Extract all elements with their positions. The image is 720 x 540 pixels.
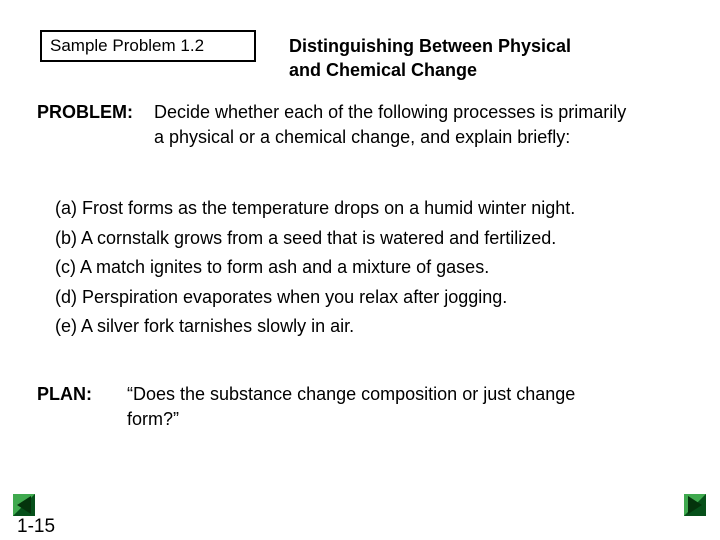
right-arrow-icon (684, 494, 706, 516)
heading-line-1: Distinguishing Between Physical (289, 36, 572, 56)
process-item-e: (e) A silver fork tarnishes slowly in air. (55, 316, 355, 337)
plan-line-1: “Does the substance change composition or just change (127, 384, 576, 404)
process-item-d: (d) Perspiration evaporates when you relax after jogging. (55, 286, 508, 307)
heading-line-2: and Chemical Change (289, 60, 478, 80)
process-item-c: (c) A match ignites to form ash and a mixture of gases. (55, 257, 490, 278)
problem-statement (154, 100, 694, 150)
problem-line-2: a physical or a chemical change, and explain briefly: (154, 127, 571, 147)
process-item-b: (b) A cornstalk grows from a seed that is watered and fertilized. (55, 227, 557, 248)
process-list (55, 196, 575, 344)
sample-problem-label: Sample Problem 1.2 (50, 36, 205, 55)
sample-problem-box (40, 30, 256, 62)
page-number: 1-15 (17, 516, 56, 537)
next-slide-button[interactable] (684, 494, 706, 516)
plan-label: PLAN: (37, 384, 92, 404)
previous-slide-button[interactable] (13, 494, 35, 516)
slide-heading (289, 34, 571, 82)
problem-label: PROBLEM: (37, 102, 133, 122)
plan-statement (127, 382, 575, 432)
problem-line-1: Decide whether each of the following processes is primarily (154, 102, 627, 122)
plan-line-2: form?” (127, 409, 180, 429)
process-item-a: (a) Frost forms as the temperature drops on a humid winter night. (55, 198, 576, 218)
left-arrow-icon (13, 494, 35, 516)
